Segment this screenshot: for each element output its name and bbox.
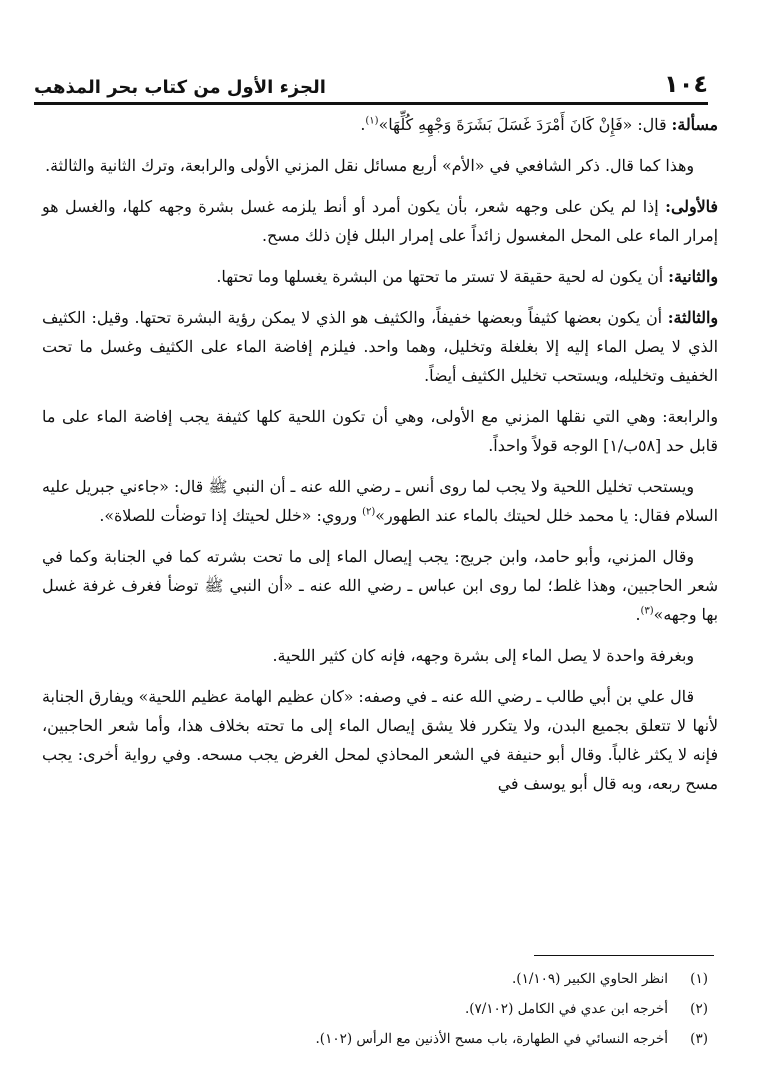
paragraph-lead: مسألة: xyxy=(671,115,718,134)
paragraph-text: وبغرفة واحدة لا يصل الماء إلى بشرة وجهه، فإنه كان كثير اللحية. xyxy=(272,646,694,665)
paragraph-shafii xyxy=(42,151,718,180)
paragraph-tail: . xyxy=(360,115,366,134)
footnote-ref: (٢) xyxy=(362,506,376,518)
footnote-text: انظر الحاوي الكبير (١/١٠٩). xyxy=(512,971,668,987)
running-title: الجزء الأول من كتاب بحر المذهب xyxy=(34,77,326,98)
footnote-text: أخرجه ابن عدي في الكامل (٧/١٠٢). xyxy=(464,1001,668,1017)
paragraph-muzani xyxy=(42,542,718,629)
paragraph-text: والرابعة: وهي التي نقلها المزني مع الأولى، وهي أن تكون اللحية كلها كثيفة يجب إفاضة الماء على ما قابل حد [٥٨ب/١] الوجه قولاً واحداً. xyxy=(42,407,718,455)
paragraph-text: وهذا كما قال. ذكر الشافعي في «الأم» أربع مسائل نقل المزني الأولى والرابعة، وترك الثانية والثالثة. xyxy=(45,156,694,175)
header-rule xyxy=(34,102,708,105)
page-number: ١٠٤ xyxy=(664,70,708,98)
body-text xyxy=(42,110,718,810)
paragraph-tail: . xyxy=(635,605,641,624)
paragraph-first xyxy=(42,192,718,250)
footnote-text: أخرجه النسائي في الطهارة، باب مسح الأذنين مع الرأس (١٠٢). xyxy=(315,1031,668,1047)
paragraph-takhlil xyxy=(42,472,718,530)
paragraph-lead: والثالثة: xyxy=(667,308,718,327)
paragraph-text: إذا لم يكن على وجهه شعر، بأن يكون أمرد أو أنط يلزمه غسل بشرة وجهه كلها، والغسل هو إمرار الماء على المحل المغسول زائداً على إمرار البلل فإن ذلك مسح. xyxy=(42,197,718,245)
paragraph-text: قال علي بن أبي طالب ـ رضي الله عنه ـ في وصفه: «كان عظيم الهامة عظيم اللحية» ويفارق الجنابة لأنها لا تتعلق بجميع البدن، ولا يتكرر فلا يشق إيصال الماء إلى ما تحته بخلاف هذا، وأما شعر الحاجبين، فإنه لا يكثر غالباً. وقال أبو حنيفة في الشعر المحاذي لمحل الغرض يجب مسحه. وفي رواية أخرى: يجب مسح ربعه، وبه قال أبو يوسف في xyxy=(42,687,718,793)
paragraph-third xyxy=(42,303,718,390)
paragraph-text: وقال المزني، وأبو حامد، وابن جريج: يجب إيصال الماء إلى ما تحت بشرته كما في الجنابة وكما في شعر الحاجبين، وهذا غلط؛ لما روى ابن عباس ـ رضي الله عنه ـ «أن النبي ﷺ توضأ فغرف غرفة غسل بها وجهه» xyxy=(42,547,718,624)
paragraph-lead: والثانية: xyxy=(668,267,718,286)
paragraph-second xyxy=(42,262,718,291)
page-header xyxy=(34,64,708,98)
footnote-rule xyxy=(534,955,714,956)
footnote-number: (١) xyxy=(690,971,708,987)
paragraph-masala xyxy=(42,110,718,139)
paragraph-text: ويستحب تخليل اللحية ولا يجب لما روى أنس ـ رضي الله عنه ـ أن النبي ﷺ قال: «جاءني جبريل عليه السلام فقال: يا محمد خلل لحيتك بالماء عند الطهور» xyxy=(42,477,718,525)
paragraph-text: قال: «فَإِنْ كَانَ أَمْرَدَ غَسَلَ بَشَرَةَ وَجْهِهِ كُلِّهَا» xyxy=(378,115,672,134)
footnotes xyxy=(60,964,708,1054)
footnote-ref: (٣) xyxy=(640,605,654,617)
footnote-item xyxy=(60,994,708,1024)
paragraph-text: أن يكون له لحية حقيقة لا تستر ما تحتها من البشرة يغسلها وما تحتها. xyxy=(216,267,669,286)
paragraph-text: أن يكون بعضها كثيفاً وبعضها خفيفاً، والكثيف هو الذي لا يمكن رؤية البشرة تحتها. وقيل: الكثيف الذي لا يصل الماء إليه إلا بغلغلة وتخليل، وهما واحد. فيلزم إفاضة الماء على الكثيف وغسل ما تحت الخفيف وتخليله، ويستحب تخليل الكثيف أيضاً. xyxy=(42,308,718,385)
paragraph-ghurfa xyxy=(42,641,718,670)
footnote-item xyxy=(60,1024,708,1054)
footnote-number: (٢) xyxy=(690,1001,708,1017)
paragraph-ali xyxy=(42,682,718,798)
paragraph-tail: وروي: «خلل لحيتك إذا توضأت للصلاة». xyxy=(99,506,363,525)
footnote-item xyxy=(60,964,708,994)
footnote-number: (٣) xyxy=(690,1031,708,1047)
paragraph-fourth xyxy=(42,402,718,460)
paragraph-lead: فالأولى: xyxy=(665,197,718,216)
footnote-ref: (١) xyxy=(365,115,379,127)
